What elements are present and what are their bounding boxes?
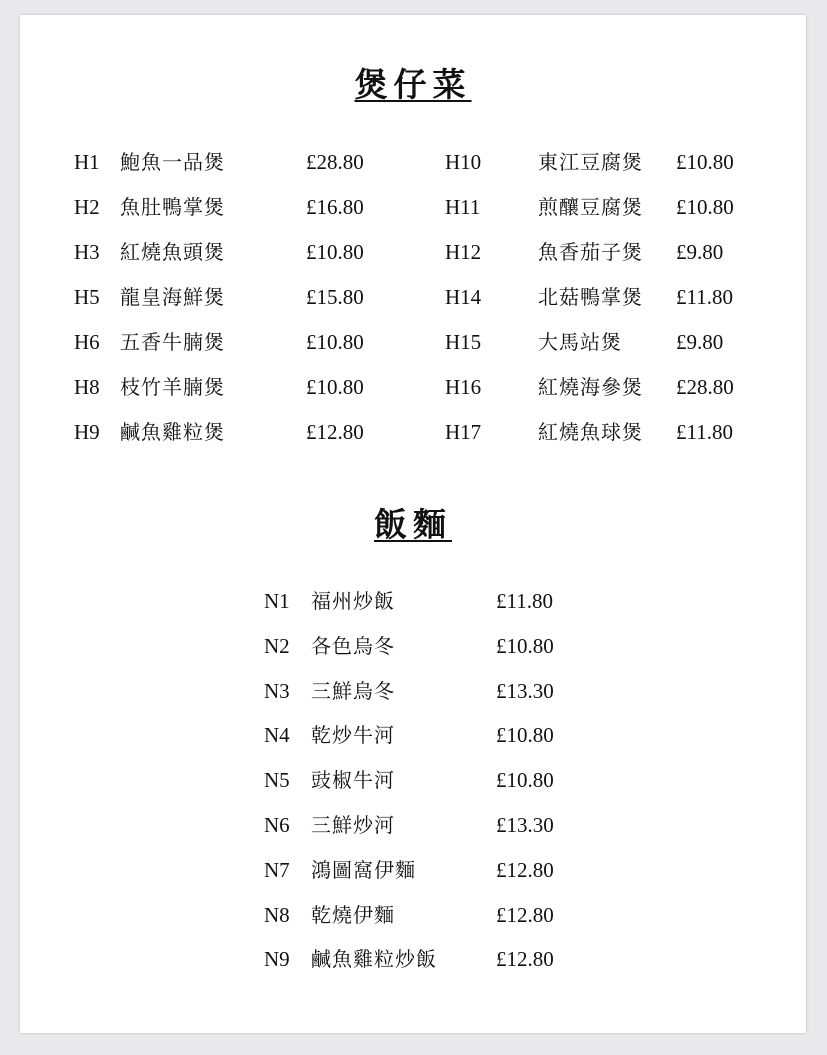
menu-item-row (20, 631, 806, 661)
menu-item-price: £10.80 (676, 195, 734, 219)
menu-item-code: H11 (445, 195, 481, 219)
menu-page (20, 15, 806, 1033)
menu-item-row (20, 676, 806, 706)
menu-item-name: 紅燒魚頭煲 (120, 240, 225, 264)
menu-item-row (20, 147, 806, 177)
menu-item-name: 魚香茄子煲 (538, 240, 643, 264)
menu-item-row (20, 855, 806, 885)
menu-item-name: 三鮮烏冬 (311, 678, 395, 703)
menu-item-price: £10.80 (676, 150, 734, 174)
menu-item-row (20, 282, 806, 312)
menu-item-price: £12.80 (306, 420, 364, 444)
menu-item-code: N6 (264, 813, 290, 837)
menu-item-name: 大馬站煲 (538, 330, 622, 354)
menu-item-name: 北菇鴨掌煲 (538, 285, 643, 309)
menu-item-price: £11.80 (496, 589, 553, 613)
menu-item-code: N9 (264, 947, 290, 972)
menu-item-name: 鹹魚雞粒炒飯 (311, 947, 437, 972)
menu-item-code: H3 (74, 240, 100, 264)
menu-item-row (20, 327, 806, 357)
menu-item-name: 五香牛腩煲 (120, 330, 225, 354)
menu-item-row (20, 192, 806, 222)
menu-item-name: 東江豆腐煲 (538, 150, 643, 174)
menu-item-code: H15 (445, 330, 482, 354)
menu-item-code: N8 (264, 902, 290, 927)
menu-item-code: H16 (445, 375, 482, 399)
menu-item-row (20, 372, 806, 402)
menu-item-price: £10.80 (496, 723, 554, 748)
menu-item-price: £13.30 (496, 678, 554, 703)
menu-item-price: £28.80 (306, 150, 364, 174)
menu-item-name: 三鮮炒河 (311, 813, 395, 837)
menu-item-code: N3 (264, 678, 290, 703)
menu-item-price: £10.80 (496, 633, 554, 658)
menu-item-row (20, 944, 806, 974)
menu-item-code: H9 (74, 420, 100, 444)
menu-item-row (20, 237, 806, 267)
menu-item-code: H2 (74, 195, 100, 219)
claypot-section-title: 煲仔菜 (354, 65, 472, 104)
menu-item-code: H10 (445, 150, 482, 174)
menu-item-name: 枝竹羊腩煲 (120, 375, 225, 399)
menu-item-price: £10.80 (306, 375, 364, 399)
menu-item-name: 各色烏冬 (311, 633, 395, 658)
menu-item-name: 福州炒飯 (311, 589, 395, 613)
menu-item-price: £11.80 (676, 420, 733, 444)
menu-item-price: £12.80 (496, 947, 554, 972)
menu-item-name: 煎釀豆腐煲 (538, 195, 643, 219)
menu-item-price: £16.80 (306, 195, 364, 219)
menu-item-code: N1 (264, 589, 290, 613)
menu-item-row (20, 586, 806, 616)
menu-item-code: N7 (264, 857, 290, 882)
menu-item-code: N2 (264, 633, 290, 658)
menu-item-price: £11.80 (676, 285, 733, 309)
menu-item-row (20, 417, 806, 447)
menu-item-price: £28.80 (676, 375, 734, 399)
menu-item-price: £10.80 (306, 330, 364, 354)
menu-item-code: N4 (264, 723, 290, 748)
menu-item-name: 乾炒牛河 (311, 723, 395, 748)
menu-item-row (20, 720, 806, 750)
menu-item-name: 紅燒海參煲 (538, 375, 643, 399)
menu-item-price: £13.30 (496, 813, 554, 837)
menu-item-name: 豉椒牛河 (311, 768, 395, 793)
menu-item-row (20, 810, 806, 840)
menu-item-name: 鴻圖窩伊麵 (311, 857, 416, 882)
menu-item-row (20, 765, 806, 795)
menu-item-name: 鹹魚雞粒煲 (120, 420, 225, 444)
menu-item-code: H17 (445, 420, 482, 444)
menu-item-code: H8 (74, 375, 100, 399)
menu-item-price: £12.80 (496, 857, 554, 882)
menu-item-code: H12 (445, 240, 482, 264)
menu-item-price: £10.80 (306, 240, 364, 264)
menu-item-name: 乾燒伊麵 (311, 902, 395, 927)
menu-item-code: H5 (74, 285, 100, 309)
menu-item-price: £15.80 (306, 285, 364, 309)
menu-item-code: H14 (445, 285, 482, 309)
menu-item-price: £10.80 (496, 768, 554, 793)
menu-item-price: £12.80 (496, 902, 554, 927)
menu-item-name: 鮑魚一品煲 (120, 150, 225, 174)
menu-item-price: £9.80 (676, 330, 724, 354)
menu-item-price: £9.80 (676, 240, 724, 264)
menu-item-name: 龍皇海鮮煲 (120, 285, 225, 309)
menu-item-code: N5 (264, 768, 290, 793)
menu-item-name: 紅燒魚球煲 (538, 420, 643, 444)
noodles-section-title: 飯麵 (374, 505, 452, 544)
menu-item-name: 魚肚鴨掌煲 (120, 195, 225, 219)
menu-item-code: H1 (74, 150, 100, 174)
menu-item-row (20, 900, 806, 930)
menu-item-code: H6 (74, 330, 100, 354)
